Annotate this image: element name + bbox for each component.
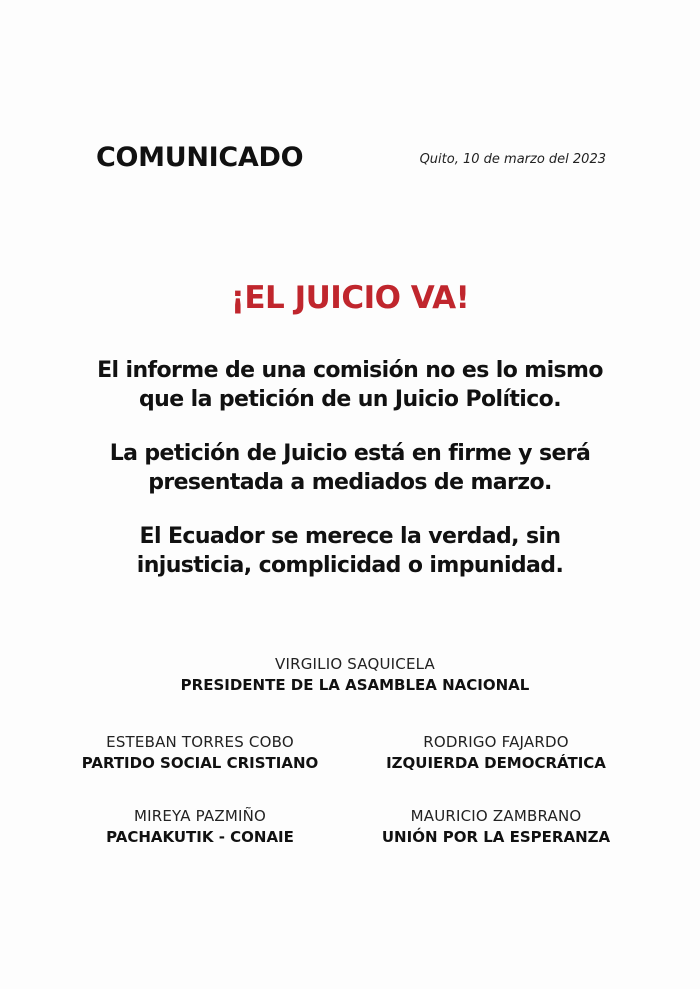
signatory-name: VIRGILIO SAQUICELA [274,655,436,673]
statement-line: presentada a mediados de marzo. [148,470,552,495]
signatory-name: ESTEBAN TORRES COBO [106,733,294,751]
statement-line: La petición de Juicio está en firme y será [109,441,591,466]
statement-line: El Ecuador se merece la verdad, sin [139,524,561,549]
signatory-name: MIREYA PAZMIÑO [133,807,267,825]
signatory-torres [50,732,350,774]
headline: ¡EL JUICIO VA! [230,280,470,316]
signatory-role: PARTIDO SOCIAL CRISTIANO [81,754,319,772]
statement-line: El informe de una comisión no es lo mismo [97,358,603,383]
statement-line: que la petición de un Juicio Político. [139,387,561,412]
document-header [96,138,606,182]
statement-line: injusticia, complicidad o impunidad. [136,553,564,578]
signatory-fajardo [346,732,646,774]
signatory-role: IZQUIERDA DEMOCRÁTICA [386,754,606,772]
document-date: Quito, 10 de marzo del 2023 [419,152,606,167]
signatory-main [0,654,700,696]
document-type-title: COMUNICADO [96,142,304,173]
signatory-pazmino [50,806,350,848]
signatory-name: RODRIGO FAJARDO [423,733,569,751]
signatory-zambrano [346,806,646,848]
statements [60,356,640,605]
signatory-role: PRESIDENTE DE LA ASAMBLEA NACIONAL [180,676,530,694]
statement-1 [60,356,640,414]
signatory-name: MAURICIO ZAMBRANO [410,807,582,825]
signatory-role: UNIÓN POR LA ESPERANZA [381,828,611,846]
statement-2 [60,439,640,497]
statement-3 [60,522,640,580]
signatory-role: PACHAKUTIK - CONAIE [106,828,294,846]
